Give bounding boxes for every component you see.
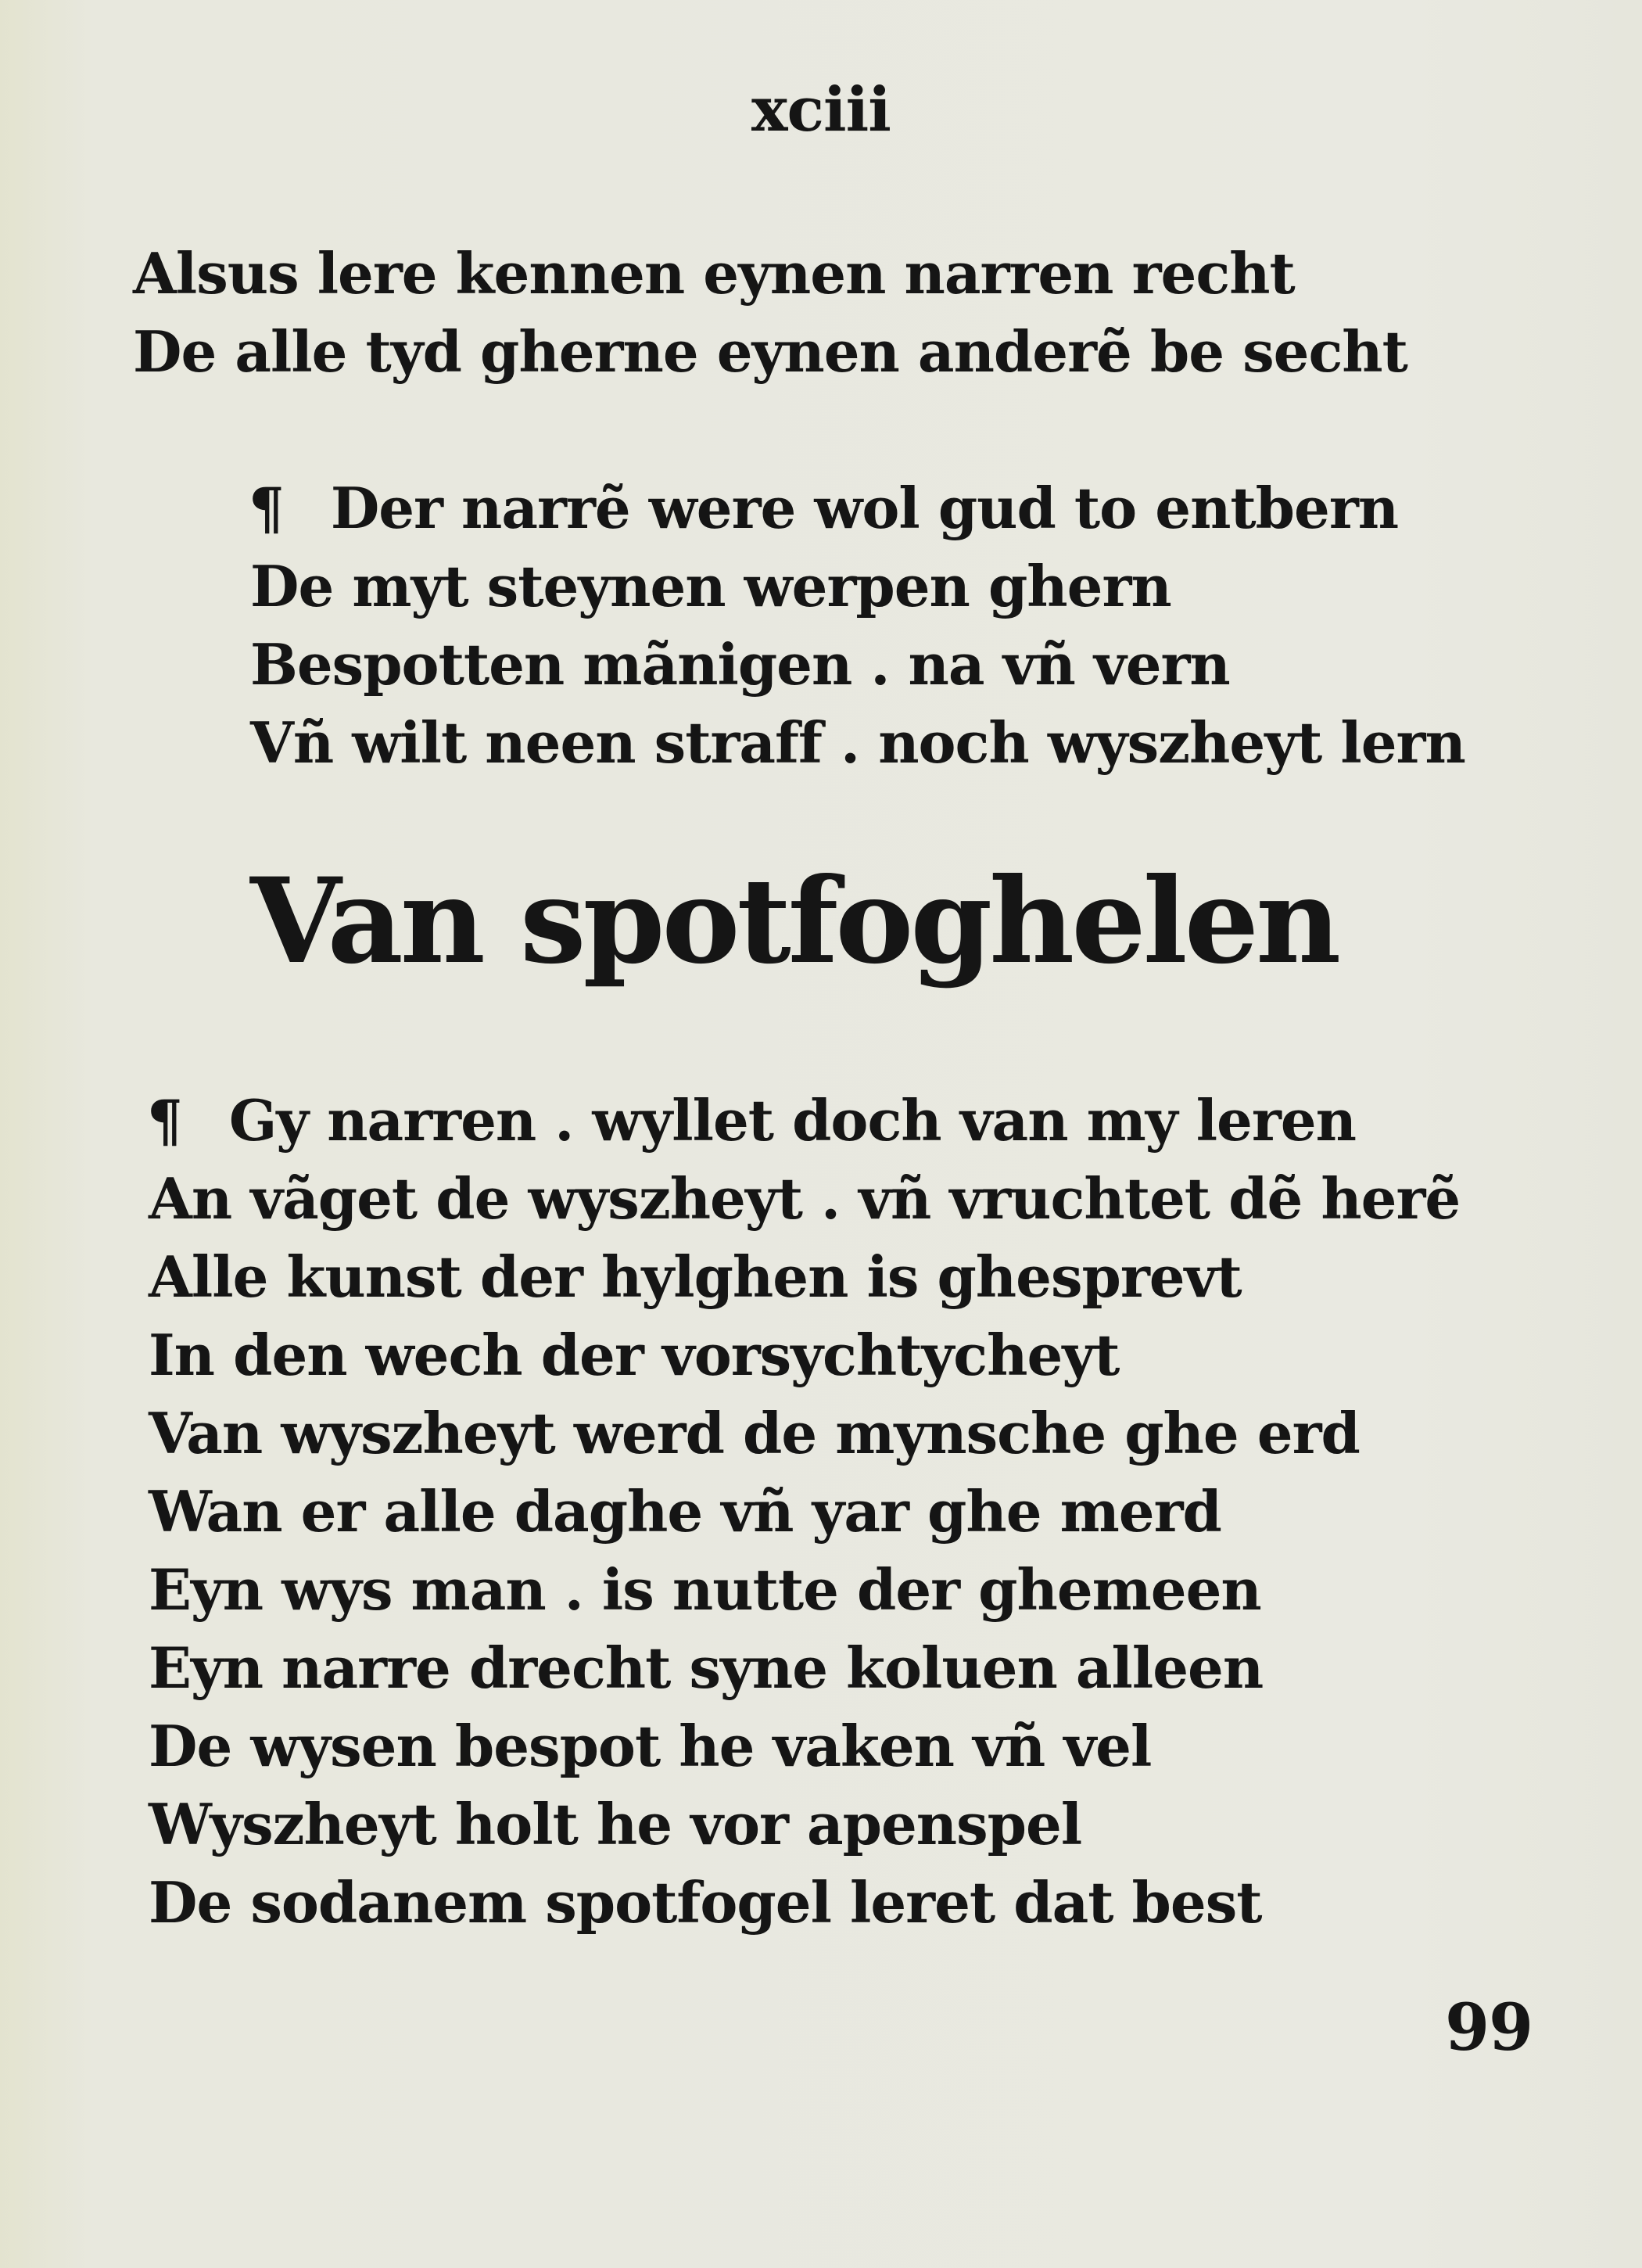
body-line-1 <box>147 1082 1356 1160</box>
body-line-3: Alle kunst der hylghen is ghesprevt <box>149 1243 1242 1310</box>
body-line-10: Wyszheyt holt he vor apenspel <box>149 1791 1082 1857</box>
motto-line-1 <box>249 469 1398 547</box>
body-line-1-text: Gy narren . wyllet doch van my leren <box>228 1087 1356 1154</box>
intro-line-1: Alsus lere kennen eynen narren recht <box>133 240 1295 307</box>
motto-line-3: Bespotten mãnigen . na vñ vern <box>250 631 1230 698</box>
body-line-4: In den wech der vorsychtycheyt <box>149 1322 1120 1388</box>
motto-line-4: Vñ wilt neen straff . noch wyszheyt lern <box>250 709 1465 776</box>
intro-line-2: De alle tyd gherne eynen anderẽ be secht <box>133 318 1407 385</box>
body-line-7: Eyn wys man . is nutte der ghemeen <box>149 1556 1261 1623</box>
body-line-8: Eyn narre drecht syne koluen alleen <box>149 1635 1264 1701</box>
body-line-9: De wysen bespot he vaken vñ vel <box>149 1713 1152 1779</box>
pilcrow-icon: ¶ <box>147 1087 182 1154</box>
folio-number: xciii <box>751 74 891 145</box>
page-number: 99 <box>1445 1990 1533 2065</box>
body-line-11: De sodanem spotfogel leret dat best <box>149 1869 1262 1936</box>
body-line-6: Wan er alle daghe vñ yar ghe merd <box>149 1478 1221 1545</box>
motto-line-1-text: Der narrẽ were wol gud to entbern <box>330 475 1399 541</box>
motto-line-2: De myt steynen werpen ghern <box>250 553 1171 619</box>
body-line-2: An vãget de wyszheyt . vñ vruchtet dẽ herẽ <box>149 1165 1461 1232</box>
section-title: Van spotfoghelen <box>250 852 1339 990</box>
pilcrow-icon: ¶ <box>249 475 284 541</box>
body-line-5: Van wyszheyt werd de mynsche ghe erd <box>149 1400 1360 1466</box>
